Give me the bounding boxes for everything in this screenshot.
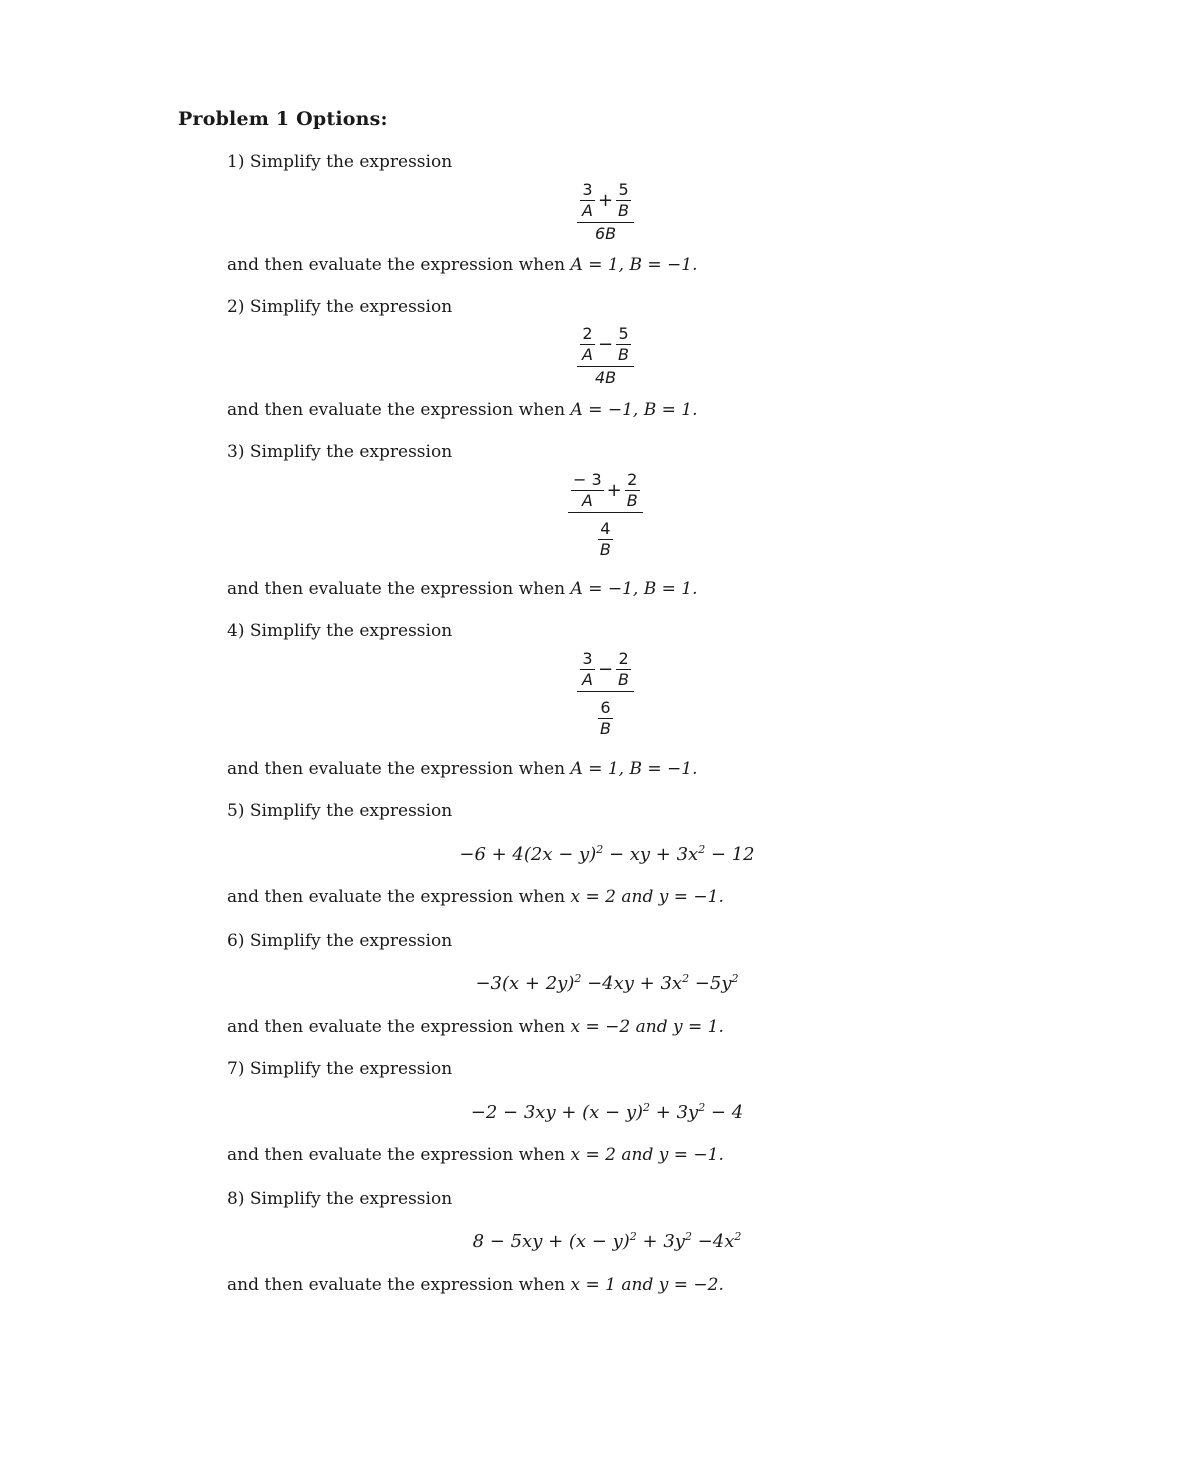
simplify-text: Simplify the expression (249, 442, 453, 462)
simplify-text: Simplify the expression (249, 621, 453, 641)
problem-4-prompt (227, 621, 452, 641)
numerator: 2 (618, 649, 629, 668)
evaluate-text: and then evaluate the expression when (227, 400, 566, 420)
problem-7-prompt (227, 1059, 452, 1079)
problem-7-expression: $-2 - 3xy + (x - y)^2 + 3y^2 - 4$ (470, 1101, 744, 1123)
numerator: − 3 (573, 470, 602, 489)
simplify-text: Simplify the expression (249, 931, 453, 951)
condition: A = −1, B = 1. (570, 400, 698, 420)
problem-6-prompt (227, 931, 452, 951)
denominator: B (626, 491, 638, 510)
problem-3-prompt (227, 442, 452, 462)
problem-label: 3) (227, 442, 245, 462)
problem-label: 6) (227, 931, 245, 951)
problem-4-fraction (577, 649, 634, 739)
problem-label: 7) (227, 1059, 245, 1079)
simplify-text: Simplify the expression (249, 801, 453, 821)
evaluate-text: and then evaluate the expression when (227, 255, 566, 275)
condition: x = 2 and y = −1. (570, 887, 724, 907)
problem-2-evaluate (227, 400, 698, 420)
evaluate-text: and then evaluate the expression when (227, 1017, 566, 1037)
operator: − (597, 659, 614, 680)
operator: + (597, 190, 614, 211)
problem-5-prompt (227, 801, 452, 821)
numerator: 2 (627, 470, 638, 489)
problem-7-evaluate (227, 1145, 724, 1165)
problem-1-prompt (227, 152, 452, 172)
denominator: A (582, 345, 593, 364)
problem-label: 8) (227, 1189, 245, 1209)
numerator: 6 (600, 698, 611, 717)
condition: x = −2 and y = 1. (570, 1017, 724, 1037)
evaluate-text: and then evaluate the expression when (227, 1145, 566, 1165)
problem-label: 4) (227, 621, 245, 641)
operator: + (606, 480, 622, 501)
denominator: B (600, 719, 611, 738)
problem-3-evaluate (227, 579, 698, 599)
evaluate-text: and then evaluate the expression when (227, 1275, 566, 1295)
problem-6-expression: $-3(x + 2y)^2 -4xy + 3x^2 -5y^2$ (475, 972, 739, 994)
numerator: 3 (582, 180, 593, 199)
simplify-text: Simplify the expression (249, 1189, 453, 1209)
denominator: B (599, 540, 611, 559)
problem-4-evaluate (227, 759, 698, 779)
denominator: B (618, 670, 630, 689)
problem-label: 5) (227, 801, 245, 821)
numerator: 3 (582, 649, 593, 668)
simplify-text: Simplify the expression (249, 1059, 453, 1079)
evaluate-text: and then evaluate the expression when (227, 759, 566, 779)
operator: − (597, 334, 614, 355)
denominator: A (581, 491, 593, 510)
condition: x = 2 and y = −1. (570, 1145, 724, 1165)
denominator: B (618, 201, 630, 220)
page-heading: Problem 1 Options: (178, 108, 388, 130)
problem-8-evaluate (227, 1275, 724, 1295)
problem-label: 2) (227, 297, 245, 317)
problem-5-expression: $-6 + 4(2x - y)^2$ − xy + $3x^2 - 12$ (459, 843, 755, 865)
denominator: A (582, 201, 593, 220)
denominator: B (618, 345, 630, 364)
problem-2-fraction (577, 324, 634, 387)
problem-3-fraction (568, 470, 643, 560)
main-denominator: 6B (594, 224, 617, 243)
problem-6-evaluate (227, 1017, 724, 1037)
problem-1-fraction (577, 180, 634, 243)
evaluate-text: and then evaluate the expression when (227, 579, 566, 599)
denominator: A (582, 670, 593, 689)
condition: A = 1, B = −1. (570, 255, 698, 275)
main-denominator: 4B (594, 368, 617, 387)
problem-2-prompt (227, 297, 452, 317)
problem-1-evaluate (227, 255, 698, 275)
numerator: 5 (618, 324, 629, 343)
numerator: 2 (582, 324, 593, 343)
problem-5-evaluate (227, 887, 724, 907)
problem-8-expression: $8 - 5xy + (x - y)^2 + 3y^2 -4x^2$ (472, 1230, 742, 1252)
simplify-text: Simplify the expression (249, 152, 453, 172)
evaluate-text: and then evaluate the expression when (227, 887, 566, 907)
problem-8-prompt (227, 1189, 452, 1209)
numerator: 5 (618, 180, 629, 199)
condition: A = −1, B = 1. (570, 579, 698, 599)
simplify-text: Simplify the expression (249, 297, 453, 317)
condition: x = 1 and y = −2. (570, 1275, 724, 1295)
condition: A = 1, B = −1. (570, 759, 698, 779)
problem-label: 1) (227, 152, 245, 172)
numerator: 4 (600, 519, 611, 538)
